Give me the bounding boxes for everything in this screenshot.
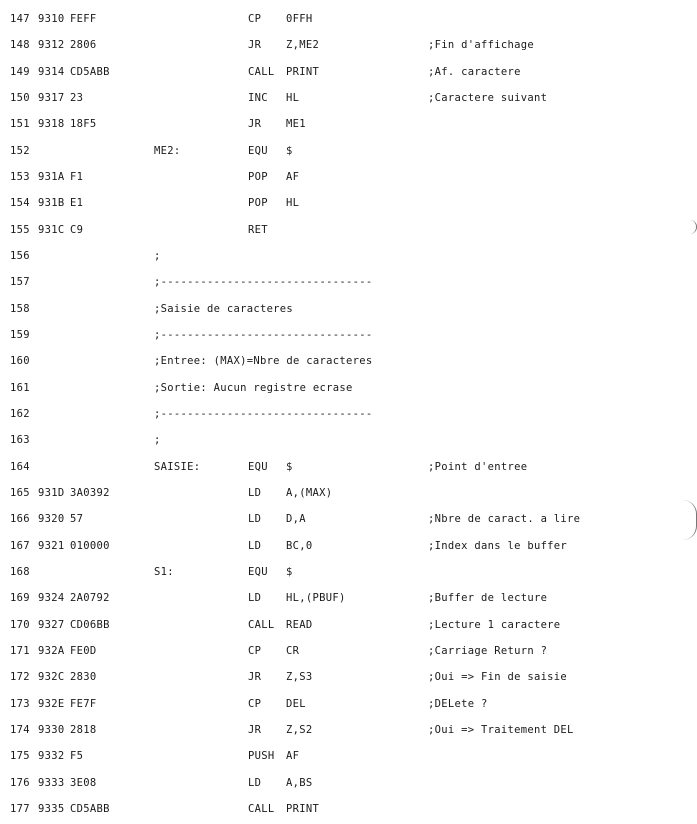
operand: $ <box>286 144 293 157</box>
machine-code: 010000 <box>70 539 110 552</box>
address: 9333 <box>38 776 65 789</box>
mnemonic: JR <box>248 118 262 131</box>
listing-line <box>0 615 697 635</box>
mnemonic: CP <box>248 644 262 657</box>
line-number: 159 <box>10 328 30 341</box>
line-number: 150 <box>10 91 30 104</box>
listing-line <box>0 193 697 213</box>
machine-code: 2830 <box>70 671 97 684</box>
machine-code: E1 <box>70 197 84 210</box>
label: ;-------------------------------- <box>154 407 373 420</box>
operand: HL <box>286 91 300 104</box>
address: 9332 <box>38 750 65 763</box>
address: 9324 <box>38 592 65 605</box>
comment: ;Point d'entree <box>428 460 528 473</box>
address: 932E <box>38 697 65 710</box>
mnemonic: EQU <box>248 144 268 157</box>
comment: ;Af. caractere <box>428 65 521 78</box>
machine-code: 3A0392 <box>70 486 110 499</box>
line-number: 168 <box>10 565 30 578</box>
line-number: 157 <box>10 276 30 289</box>
comment: ;Nbre de caract. a lire <box>428 513 581 526</box>
operand: READ <box>286 618 313 631</box>
operand: A,(MAX) <box>286 486 333 499</box>
listing-line <box>0 457 697 477</box>
label: S1: <box>154 565 174 578</box>
line-number: 152 <box>10 144 30 157</box>
line-number: 164 <box>10 460 30 473</box>
address: 9312 <box>38 39 65 52</box>
machine-code: 18F5 <box>70 118 97 131</box>
listing-line <box>0 404 697 424</box>
listing-line <box>0 694 697 714</box>
label: ;-------------------------------- <box>154 328 373 341</box>
machine-code: 23 <box>70 91 84 104</box>
mnemonic: JR <box>248 671 262 684</box>
listing-line <box>0 246 697 266</box>
line-number: 166 <box>10 513 30 526</box>
mnemonic: EQU <box>248 565 268 578</box>
address: 9318 <box>38 118 65 131</box>
listing-line <box>0 325 697 345</box>
mnemonic: CP <box>248 13 262 25</box>
line-number: 172 <box>10 671 30 684</box>
listing-line <box>0 641 697 661</box>
listing-line <box>0 35 697 55</box>
line-number: 149 <box>10 65 30 78</box>
line-number: 169 <box>10 592 30 605</box>
operand: BC,0 <box>286 539 313 552</box>
listing-line <box>0 378 697 398</box>
machine-code: FE0D <box>70 644 97 657</box>
line-number: 174 <box>10 723 30 736</box>
listing-line <box>0 141 697 161</box>
listing-line <box>0 167 697 187</box>
line-number: 165 <box>10 486 30 499</box>
label: ;Saisie de caracteres <box>154 302 294 315</box>
operand: HL <box>286 197 300 210</box>
comment: ;Oui => Traitement DEL <box>428 723 574 736</box>
operand: HL,(PBUF) <box>286 592 346 605</box>
address: 932C <box>38 671 65 684</box>
line-number: 153 <box>10 170 30 183</box>
line-number: 175 <box>10 750 30 763</box>
comment: ;Oui => Fin de saisie <box>428 671 568 684</box>
listing-line <box>0 62 697 82</box>
comment: ;Lecture 1 caractere <box>428 618 561 631</box>
listing-line <box>0 773 697 793</box>
machine-code: 57 <box>70 513 84 526</box>
address: 931D <box>38 486 65 499</box>
operand: DEL <box>286 697 306 710</box>
machine-code: 2818 <box>70 723 97 736</box>
label: ;Entree: (MAX)=Nbre de caracteres <box>154 355 373 368</box>
operand: A,BS <box>286 776 313 789</box>
line-number: 151 <box>10 118 30 131</box>
mnemonic: JR <box>248 39 262 52</box>
listing-line <box>0 746 697 766</box>
machine-code: C9 <box>70 223 84 236</box>
address: 9321 <box>38 539 65 552</box>
operand: PRINT <box>286 65 320 78</box>
listing-line <box>0 562 697 582</box>
address: 9327 <box>38 618 65 631</box>
address: 932A <box>38 644 65 657</box>
line-number: 171 <box>10 644 30 657</box>
mnemonic: EQU <box>248 460 268 473</box>
line-number: 177 <box>10 802 30 815</box>
address: 931C <box>38 223 65 236</box>
listing-line <box>0 9 697 29</box>
address: 9335 <box>38 802 65 815</box>
operand: CR <box>286 644 300 657</box>
address: 9310 <box>38 13 65 25</box>
line-number: 167 <box>10 539 30 552</box>
operand: $ <box>286 565 293 578</box>
mnemonic: LD <box>248 592 262 605</box>
operand: D,A <box>286 513 306 526</box>
operand: 0FFH <box>286 13 313 25</box>
line-number: 176 <box>10 776 30 789</box>
operand: ME1 <box>286 118 306 131</box>
line-number: 155 <box>10 223 30 236</box>
listing-line <box>0 799 697 819</box>
operand: AF <box>286 750 300 763</box>
listing-line <box>0 588 697 608</box>
listing-line <box>0 272 697 292</box>
line-number: 148 <box>10 39 30 52</box>
line-number: 163 <box>10 434 30 447</box>
listing-line <box>0 220 697 240</box>
mnemonic: LD <box>248 776 262 789</box>
comment: ;Index dans le buffer <box>428 539 568 552</box>
listing-line <box>0 351 697 371</box>
machine-code: CD5ABB <box>70 65 110 78</box>
line-number: 173 <box>10 697 30 710</box>
listing-line <box>0 430 697 450</box>
operand: AF <box>286 170 300 183</box>
listing-line <box>0 483 697 503</box>
operand: Z,S2 <box>286 723 313 736</box>
machine-code: F1 <box>70 170 84 183</box>
machine-code: 2A0792 <box>70 592 110 605</box>
mnemonic: CALL <box>248 65 275 78</box>
listing-line <box>0 88 697 108</box>
label: ; <box>154 434 161 447</box>
machine-code: F5 <box>70 750 84 763</box>
line-number: 160 <box>10 355 30 368</box>
operand: PRINT <box>286 802 320 815</box>
mnemonic: PUSH <box>248 750 275 763</box>
listing-line <box>0 720 697 740</box>
line-number: 156 <box>10 249 30 262</box>
operand: $ <box>286 460 293 473</box>
address: 9330 <box>38 723 65 736</box>
mnemonic: POP <box>248 170 268 183</box>
mnemonic: LD <box>248 539 262 552</box>
address: 9314 <box>38 65 65 78</box>
operand: Z,ME2 <box>286 39 320 52</box>
listing-line <box>0 299 697 319</box>
machine-code: 3E08 <box>70 776 97 789</box>
line-number: 158 <box>10 302 30 315</box>
address: 931B <box>38 197 65 210</box>
address: 9317 <box>38 91 65 104</box>
mnemonic: POP <box>248 197 268 210</box>
label: SAISIE: <box>154 460 201 473</box>
mnemonic: LD <box>248 486 262 499</box>
line-number: 154 <box>10 197 30 210</box>
operand: Z,S3 <box>286 671 313 684</box>
mnemonic: CALL <box>248 802 275 815</box>
mnemonic: RET <box>248 223 268 236</box>
mnemonic: INC <box>248 91 268 104</box>
machine-code: FEFF <box>70 13 97 25</box>
mnemonic: CALL <box>248 618 275 631</box>
machine-code: 2806 <box>70 39 97 52</box>
line-number: 161 <box>10 381 30 394</box>
address: 931A <box>38 170 65 183</box>
label: ;Sortie: Aucun registre ecrase <box>154 381 353 394</box>
listing-line <box>0 509 697 529</box>
address: 9320 <box>38 513 65 526</box>
comment: ;Carriage Return ? <box>428 644 548 657</box>
comment: ;Caractere suivant <box>428 91 548 104</box>
listing-line <box>0 536 697 556</box>
mnemonic: JR <box>248 723 262 736</box>
machine-code: FE7F <box>70 697 97 710</box>
listing-line <box>0 667 697 687</box>
comment: ;Fin d'affichage <box>428 39 534 52</box>
mnemonic: CP <box>248 697 262 710</box>
page-edge-mark <box>682 220 697 234</box>
machine-code: CD5ABB <box>70 802 110 815</box>
label: ;-------------------------------- <box>154 276 373 289</box>
label: ME2: <box>154 144 181 157</box>
machine-code: CD06BB <box>70 618 110 631</box>
line-number: 170 <box>10 618 30 631</box>
line-number: 162 <box>10 407 30 420</box>
mnemonic: LD <box>248 513 262 526</box>
listing-line <box>0 114 697 134</box>
label: ; <box>154 249 161 262</box>
comment: ;Buffer de lecture <box>428 592 548 605</box>
line-number: 147 <box>10 13 30 25</box>
comment: ;DELete ? <box>428 697 488 710</box>
